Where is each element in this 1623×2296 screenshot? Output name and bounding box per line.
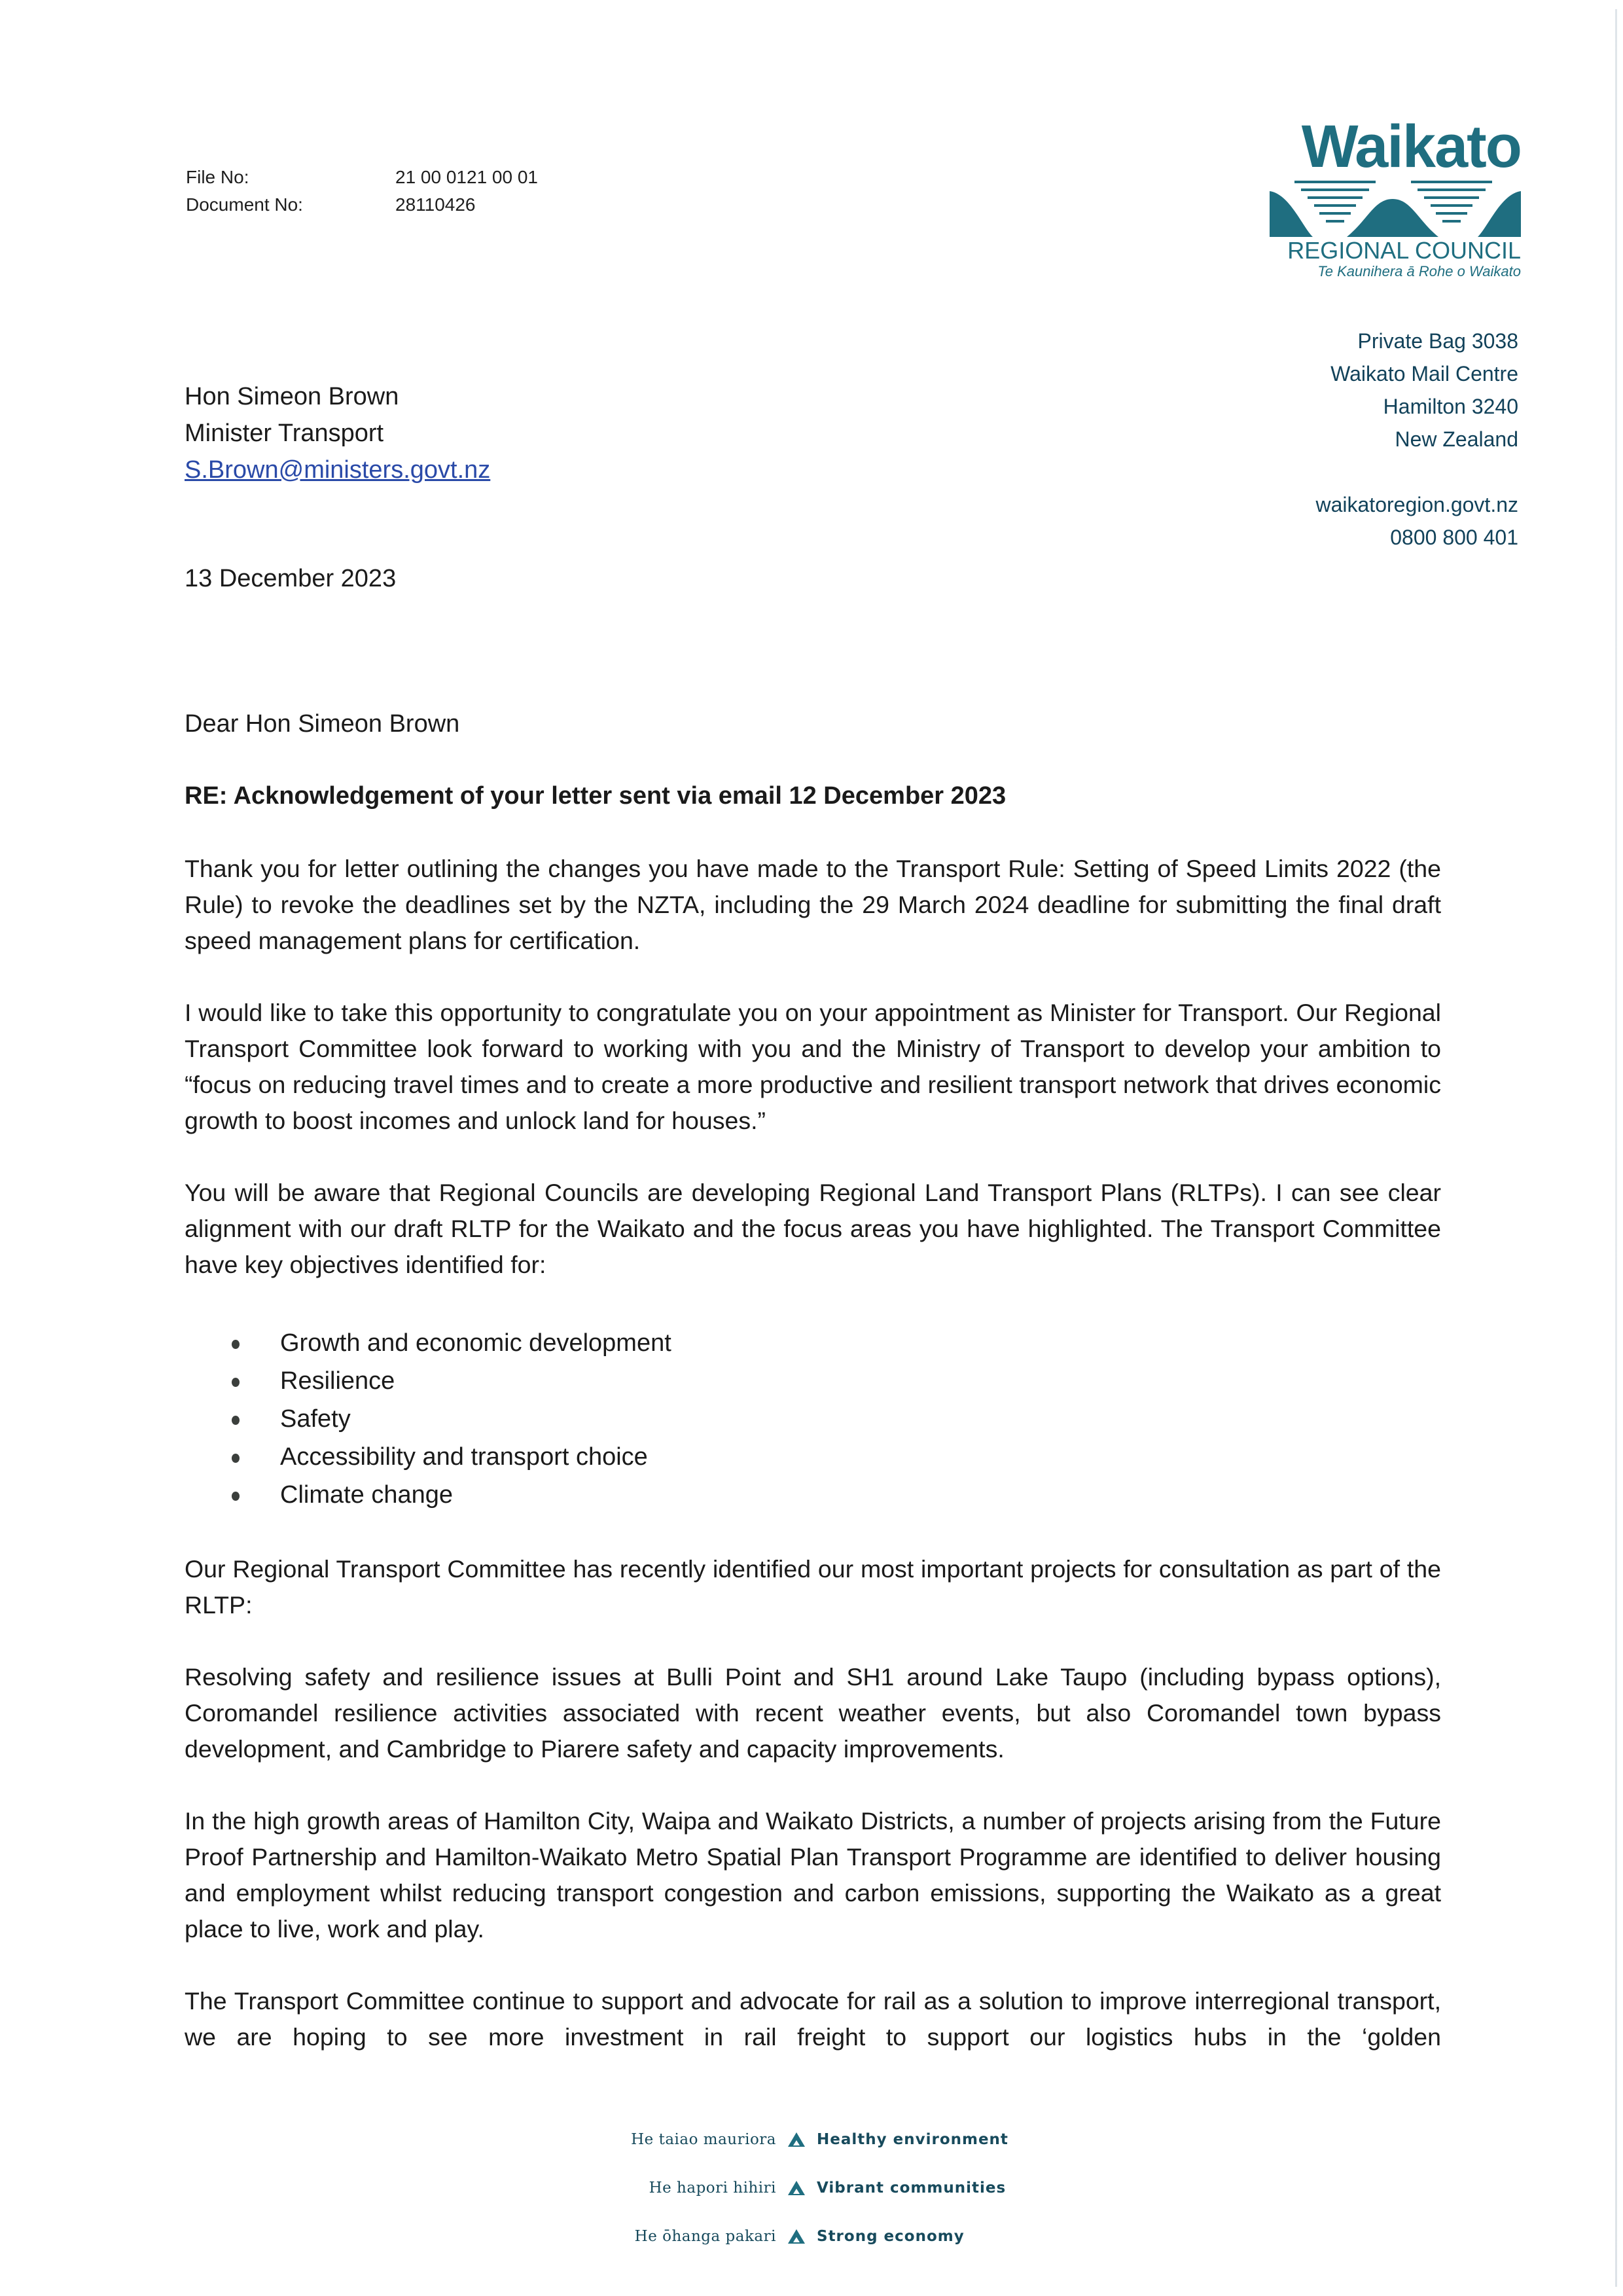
- list-item: [185, 1362, 1232, 1400]
- bullet-icon: [232, 1340, 240, 1349]
- address-line-2: Waikato Mail Centre: [1330, 362, 1518, 386]
- address-line-1: Private Bag 3038: [1357, 329, 1518, 353]
- paragraph-5: Resolving safety and resilience issues at Bulli Point and SH1 around Lake Taupo (including bypass options), Coromandel resilience activities associated with recent weather events, but also Coromandel town bypass development, and Cambridge to Piarere safety and capacity improvements.: [185, 1663, 1441, 1763]
- paragraph-6: In the high growth areas of Hamilton City, Waipa and Waikato Districts, a number of projects arising from the Future Proof Partnership and Hamilton-Waikato Metro Spatial Plan Transport Programme are identified to deliver housing and employment whilst reducing transport congestion and carbon emissions, supporting the Waikato as a great place to live, work and play.: [185, 1807, 1441, 1943]
- logo-maori-name: Te Kaunihera ā Rohe o Waikato: [1317, 263, 1521, 279]
- paragraph-1: Thank you for letter outlining the changes you have made to the Transport Rule: Setting of Speed Limits 2022 (the Rule) to revoke the deadlines set by the NZTA, including the 29 March 2024 deadline for submitting the final draft speed management plans for certification.: [185, 855, 1441, 954]
- list-item: [185, 1438, 1232, 1476]
- footer-row-healthy-environment: [615, 2115, 1047, 2164]
- footer-english-text: Healthy environment: [817, 2131, 1008, 2148]
- recipient-block: [185, 378, 490, 488]
- address-line-4: New Zealand: [1395, 427, 1518, 451]
- waves-and-hills-logo-icon: [1270, 181, 1521, 237]
- document-no-row: [186, 191, 538, 219]
- objectives-list: [185, 1324, 1232, 1514]
- subject-line: RE: Acknowledgement of your letter sent via email 12 December 2023: [185, 782, 1007, 810]
- logo-council-text: REGIONAL COUNCIL: [1287, 237, 1521, 264]
- paragraph-4: Our Regional Transport Committee has recently identified our most important projects for consultation as part of the RLTP:: [185, 1555, 1441, 1619]
- bullet-icon: [232, 1416, 240, 1425]
- bullet-icon: [232, 1454, 240, 1463]
- objective-text: Resilience: [280, 1367, 395, 1395]
- objective-text: Climate change: [280, 1481, 454, 1509]
- footer-maori-text: He ōhanga pakari: [634, 2228, 776, 2245]
- triangle-icon: [776, 2181, 817, 2195]
- recipient-name: Hon Simeon Brown: [185, 383, 399, 410]
- waikato-regional-council-logo: [1263, 113, 1525, 280]
- file-no-label: File No:: [186, 167, 249, 187]
- list-item: [185, 1324, 1232, 1362]
- objective-text: Growth and economic development: [280, 1329, 671, 1357]
- objective-text: Accessibility and transport choice: [280, 1443, 648, 1471]
- footer-english-text: Vibrant communities: [817, 2179, 1007, 2197]
- logo-wordmark: Waikato: [1301, 113, 1521, 180]
- footer-row-strong-economy: [615, 2212, 1047, 2261]
- document-no-label: Document No:: [186, 194, 303, 215]
- letter-date: 13 December 2023: [185, 565, 397, 592]
- paragraph-2: I would like to take this opportunity to congratulate you on your appointment as Minister for Transport. Our Regional Transport Committee look forward to working with you and the Ministry of Transport to develop your ambition to “focus on reducing travel times and to create a more productive and resilient transport network that drives economic growth to boost incomes and unlock land for houses.”: [185, 999, 1441, 1134]
- file-no-value: 21 00 0121 00 01: [395, 167, 538, 187]
- document-no-value: 28110426: [395, 194, 476, 215]
- objective-text: Safety: [280, 1405, 351, 1433]
- address-spacer: [1315, 456, 1518, 488]
- list-item: [185, 1400, 1232, 1438]
- salutation: Dear Hon Simeon Brown: [185, 710, 460, 738]
- footer-maori-text: He hapori hihiri: [649, 2179, 776, 2197]
- paragraph-7: The Transport Committee continue to support and advocate for rail as a solution to improve interregional transport, we are hoping to see more investment in rail freight to support our logistics hubs in the ‘golden: [185, 1987, 1441, 2051]
- bullet-icon: [232, 1492, 240, 1501]
- sender-phone: 0800 800 401: [1390, 526, 1518, 549]
- list-item: [185, 1476, 1232, 1514]
- footer-english-text: Strong economy: [817, 2228, 965, 2245]
- sender-website[interactable]: waikatoregion.govt.nz: [1315, 493, 1518, 516]
- recipient-title: Minister Transport: [185, 420, 384, 447]
- recipient-email-link[interactable]: S.Brown@ministers.govt.nz: [185, 456, 491, 484]
- file-info-block: [186, 164, 538, 219]
- footer-maori-text: He taiao mauriora: [631, 2131, 776, 2148]
- sender-address: [1315, 325, 1518, 554]
- triangle-icon: [776, 2229, 817, 2244]
- file-no-row: [186, 164, 538, 191]
- paragraph-3: You will be aware that Regional Councils are developing Regional Land Transport Plans (RLTPs). I can see clear alignment with our draft RLTP for the Waikato and the focus areas you have highlighted. The Transport Committee have key objectives identified for:: [185, 1179, 1441, 1278]
- scan-edge-line: [1615, 9, 1617, 2287]
- footer-row-vibrant-communities: [615, 2164, 1047, 2212]
- footer-values: [615, 2115, 1047, 2261]
- bullet-icon: [232, 1378, 240, 1387]
- address-line-3: Hamilton 3240: [1383, 395, 1518, 418]
- triangle-icon: [776, 2132, 817, 2147]
